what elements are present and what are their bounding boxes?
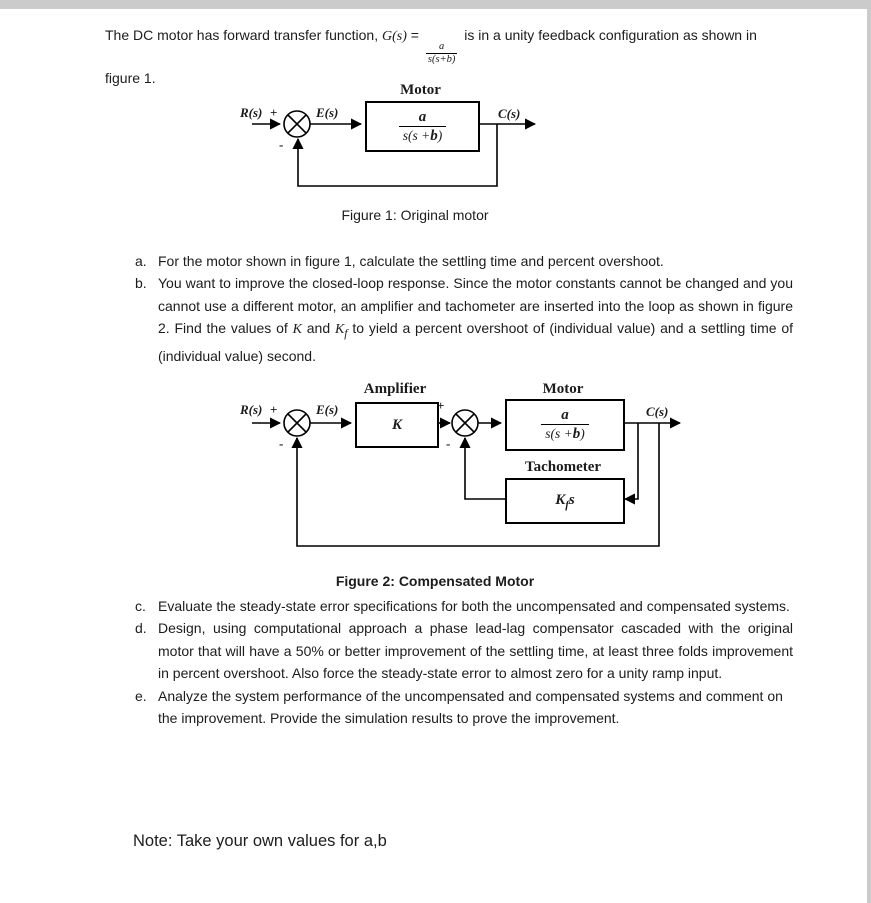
fig1-summing-junction bbox=[284, 111, 310, 137]
list-marker-d: d. bbox=[135, 620, 147, 637]
fig2-tachometer-block bbox=[505, 478, 625, 524]
fig1-plus-sign: + bbox=[270, 105, 278, 120]
list-ab bbox=[135, 250, 793, 368]
fig2-minus-sign-2: - bbox=[446, 436, 451, 451]
fig2-caption: Figure 2: Compensated Motor bbox=[335, 573, 535, 589]
fig2-tachometer-return-path bbox=[465, 438, 505, 499]
page-right-border bbox=[867, 0, 871, 903]
fig1-tf-den-text: s(s + bbox=[402, 127, 431, 143]
list-marker-b: b. bbox=[135, 275, 147, 292]
fig2-output-label: C(s) bbox=[646, 404, 669, 419]
b-var-Kf: K bbox=[334, 322, 345, 338]
fig1-tf-den-b: b bbox=[430, 127, 438, 144]
intro-text-3: figure 1. bbox=[105, 70, 156, 86]
fig2-junction2-cross-2 bbox=[456, 414, 474, 432]
list-marker-c: c. bbox=[135, 598, 146, 614]
fig2-transfer-function bbox=[541, 407, 589, 443]
list-item-a bbox=[135, 250, 793, 272]
fig1-motor-block bbox=[365, 101, 480, 152]
b-text-run-2: to yield a percent overshoot of (individual value) and a settling time of (individual value) second. bbox=[158, 320, 794, 365]
fig2-input-label: R(s) bbox=[240, 402, 263, 417]
fig1-minus-sign: - bbox=[279, 137, 284, 152]
intro-text-2: is in a unity feedback configuration as shown in bbox=[460, 27, 757, 43]
list-item-d-text: Design, using computational approach a phase lead-lag compensator cascaded with the original motor that will have a 50% or better improvement of the settling time, at least three folds improvement in percent overshoot. Also force the steady-state error to almost zero for a unity ramp input. bbox=[158, 620, 793, 682]
intro-text-1: The DC motor has forward transfer function, bbox=[105, 27, 382, 43]
fig2-summing-junction-1 bbox=[284, 410, 310, 436]
fig2-tf-den-text: s(s + bbox=[545, 426, 573, 441]
fig1-input-label: R(s) bbox=[240, 105, 263, 120]
fig2-tachometer-title: Tachometer bbox=[524, 459, 602, 475]
page-top-border bbox=[0, 0, 871, 9]
b-var-K: K bbox=[292, 322, 302, 338]
fig1-caption: Figure 1: Original motor bbox=[341, 207, 489, 223]
fig2-plus-sign-2: + bbox=[437, 398, 445, 413]
list-item-c bbox=[135, 595, 793, 617]
list-item-b-text bbox=[158, 272, 793, 367]
fig1-tf-denominator bbox=[399, 126, 447, 145]
intro-paragraph bbox=[105, 22, 811, 91]
list-item-a-text: For the motor shown in figure 1, calculate the settling time and percent overshoot. bbox=[158, 253, 664, 269]
list-marker-e: e. bbox=[135, 687, 147, 704]
fig2-junction1-cross-2 bbox=[288, 414, 306, 432]
fig2-plus-sign-1: + bbox=[270, 402, 278, 417]
fig2-junction2-cross-1 bbox=[456, 414, 474, 432]
fig1-transfer-function bbox=[399, 109, 447, 145]
fig2-summing-junction-2 bbox=[452, 410, 478, 436]
list-marker-a: a. bbox=[135, 253, 147, 269]
equals-sign: = bbox=[406, 27, 423, 43]
b-var-Kf-subscript: f bbox=[344, 327, 348, 341]
fig2-tachometer-gain bbox=[555, 492, 575, 511]
fig2-tf-den-b: b bbox=[572, 426, 581, 442]
list-item-e bbox=[135, 685, 793, 730]
fig2-tf-numerator: a bbox=[561, 407, 569, 423]
fig2-tf-den-close: ) bbox=[580, 426, 585, 441]
tach-K-subscript: f bbox=[565, 498, 569, 511]
fig1-junction-cross-2 bbox=[288, 115, 306, 133]
fig1-tf-den-close: ) bbox=[437, 127, 443, 143]
b-text-and: and bbox=[301, 320, 335, 337]
list-item-e-text: Analyze the system performance of the uncompensated and compensated systems and comment on the improvement. Provide the simulation results to prove the improvement. bbox=[158, 687, 783, 727]
fig2-error-label: E(s) bbox=[316, 402, 339, 417]
fig2-motor-title: Motor bbox=[542, 381, 584, 397]
fig2-amplifier-gain: K bbox=[391, 416, 402, 433]
fig1-junction-cross-1 bbox=[288, 115, 306, 133]
tach-K: K bbox=[555, 491, 566, 508]
fig1-output-label: C(s) bbox=[498, 106, 521, 121]
fig2-junction1-cross-1 bbox=[288, 414, 306, 432]
fig1-error-label: E(s) bbox=[316, 105, 339, 120]
fig2-motor-block bbox=[505, 399, 625, 451]
list-cde bbox=[135, 595, 793, 729]
fig1-motor-title: Motor bbox=[400, 82, 441, 98]
list-item-b bbox=[135, 272, 793, 367]
tach-s: s bbox=[568, 491, 575, 508]
fig2-tachometer-feed-path bbox=[625, 423, 638, 499]
inline-fraction bbox=[426, 41, 458, 65]
list-item-d bbox=[135, 617, 793, 684]
b-text-run-1: You want to improve the closed-loop response. Since the motor constants cannot be changed and you cannot use a different motor, an amplifier and tachometer are inserted into the loop as shown in figure 2. Find the values of bbox=[158, 275, 793, 337]
note-text: Note: Take your own values for a,b bbox=[133, 832, 387, 850]
fraction-numerator: a bbox=[438, 41, 445, 52]
fig2-tf-denominator bbox=[541, 424, 589, 443]
fig2-minus-sign-1: - bbox=[279, 436, 284, 451]
list-item-c-text: Evaluate the steady-state error specifications for both the uncompensated and compensated systems. bbox=[158, 598, 790, 614]
fig2-amplifier-title: Amplifier bbox=[363, 381, 427, 397]
transfer-function-symbol: G(s) bbox=[382, 29, 407, 44]
fraction-denominator: s(s+b) bbox=[427, 53, 456, 65]
fig1-tf-numerator: a bbox=[418, 108, 427, 125]
fig2-amplifier-block bbox=[355, 402, 439, 448]
